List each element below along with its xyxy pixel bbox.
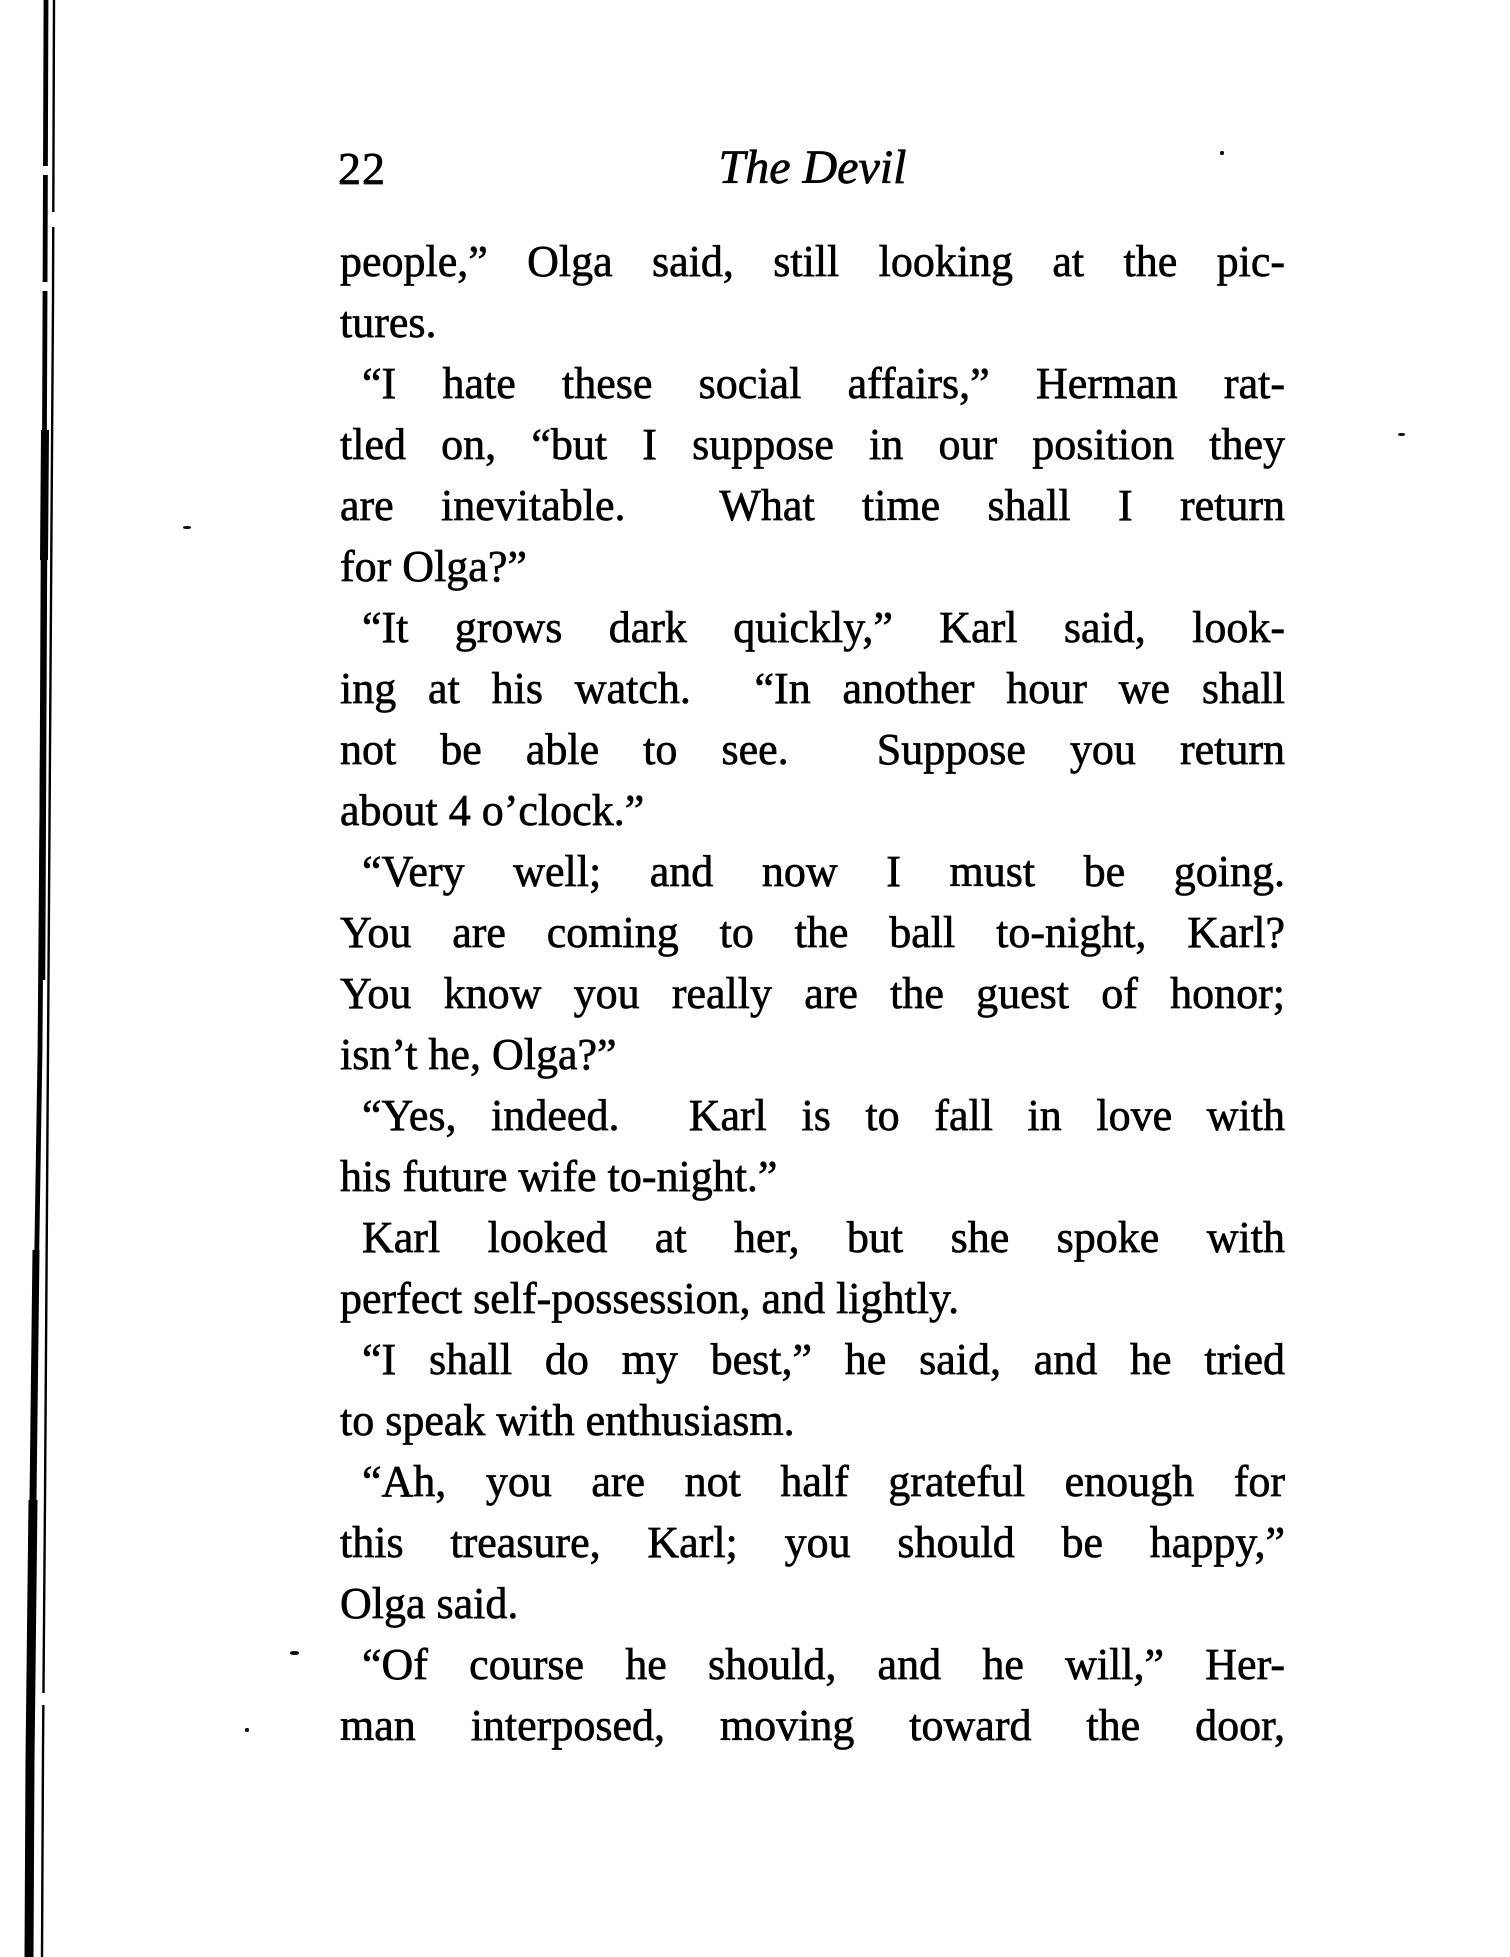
text-line: ing at his watch. “In another hour we shall [340, 664, 1285, 713]
text-line: Karl looked at her, but she spoke with [362, 1213, 1285, 1262]
text-line: his future wife to-night.” [340, 1152, 778, 1201]
scan-speck [290, 1651, 299, 1655]
text-line: “I hate these social affairs,” Herman rat- [362, 359, 1285, 408]
running-title: The Devil [718, 141, 907, 194]
text-line: not be able to see. Suppose you return [340, 725, 1285, 774]
paragraph [340, 1451, 1285, 1634]
body-text-column [340, 231, 1285, 1756]
page-number: 22 [338, 143, 386, 194]
text-line: for Olga?” [340, 542, 527, 591]
text-line: about 4 o’clock.” [340, 786, 645, 835]
text-line: Olga said. [340, 1579, 519, 1628]
text-line: man interposed, moving toward the door, [340, 1701, 1285, 1750]
text-line: tled on, “but I suppose in our position they [340, 420, 1285, 469]
text-line: “Of course he should, and he will,” Her- [362, 1640, 1285, 1689]
page-header [340, 142, 1285, 204]
scan-speck [183, 526, 191, 529]
gutter-binding-lines-decoration [0, 0, 80, 1957]
text-line: “Very well; and now I must be going. [362, 847, 1285, 896]
paragraph [340, 231, 1285, 353]
text-line: this treasure, Karl; you should be happy,” [340, 1518, 1285, 1567]
text-line: are inevitable. What time shall I return [340, 481, 1285, 530]
text-line: “It grows dark quickly,” Karl said, look- [362, 603, 1285, 652]
text-line: tures. [340, 298, 437, 347]
text-line: perfect self-possession, and lightly. [340, 1274, 960, 1323]
text-line: “I shall do my best,” he said, and he tried [362, 1335, 1285, 1384]
paragraph [340, 1329, 1285, 1451]
text-line: You know you really are the guest of honor; [340, 969, 1285, 1018]
text-line: “Ah, you are not half grateful enough for [362, 1457, 1285, 1506]
paragraph [340, 1634, 1285, 1756]
scan-speck [245, 1728, 249, 1732]
paragraph [340, 597, 1285, 841]
paragraph [340, 353, 1285, 597]
paragraph [340, 841, 1285, 1085]
text-line: to speak with enthusiasm. [340, 1396, 795, 1445]
paragraph [340, 1085, 1285, 1207]
text-line: You are coming to the ball to-night, Karl? [340, 908, 1285, 957]
scan-speck [1398, 433, 1405, 436]
paragraph [340, 1207, 1285, 1329]
text-line: people,” Olga said, still looking at the pic- [340, 237, 1285, 286]
text-line: “Yes, indeed. Karl is to fall in love with [362, 1091, 1285, 1140]
text-line: isn’t he, Olga?” [340, 1030, 617, 1079]
